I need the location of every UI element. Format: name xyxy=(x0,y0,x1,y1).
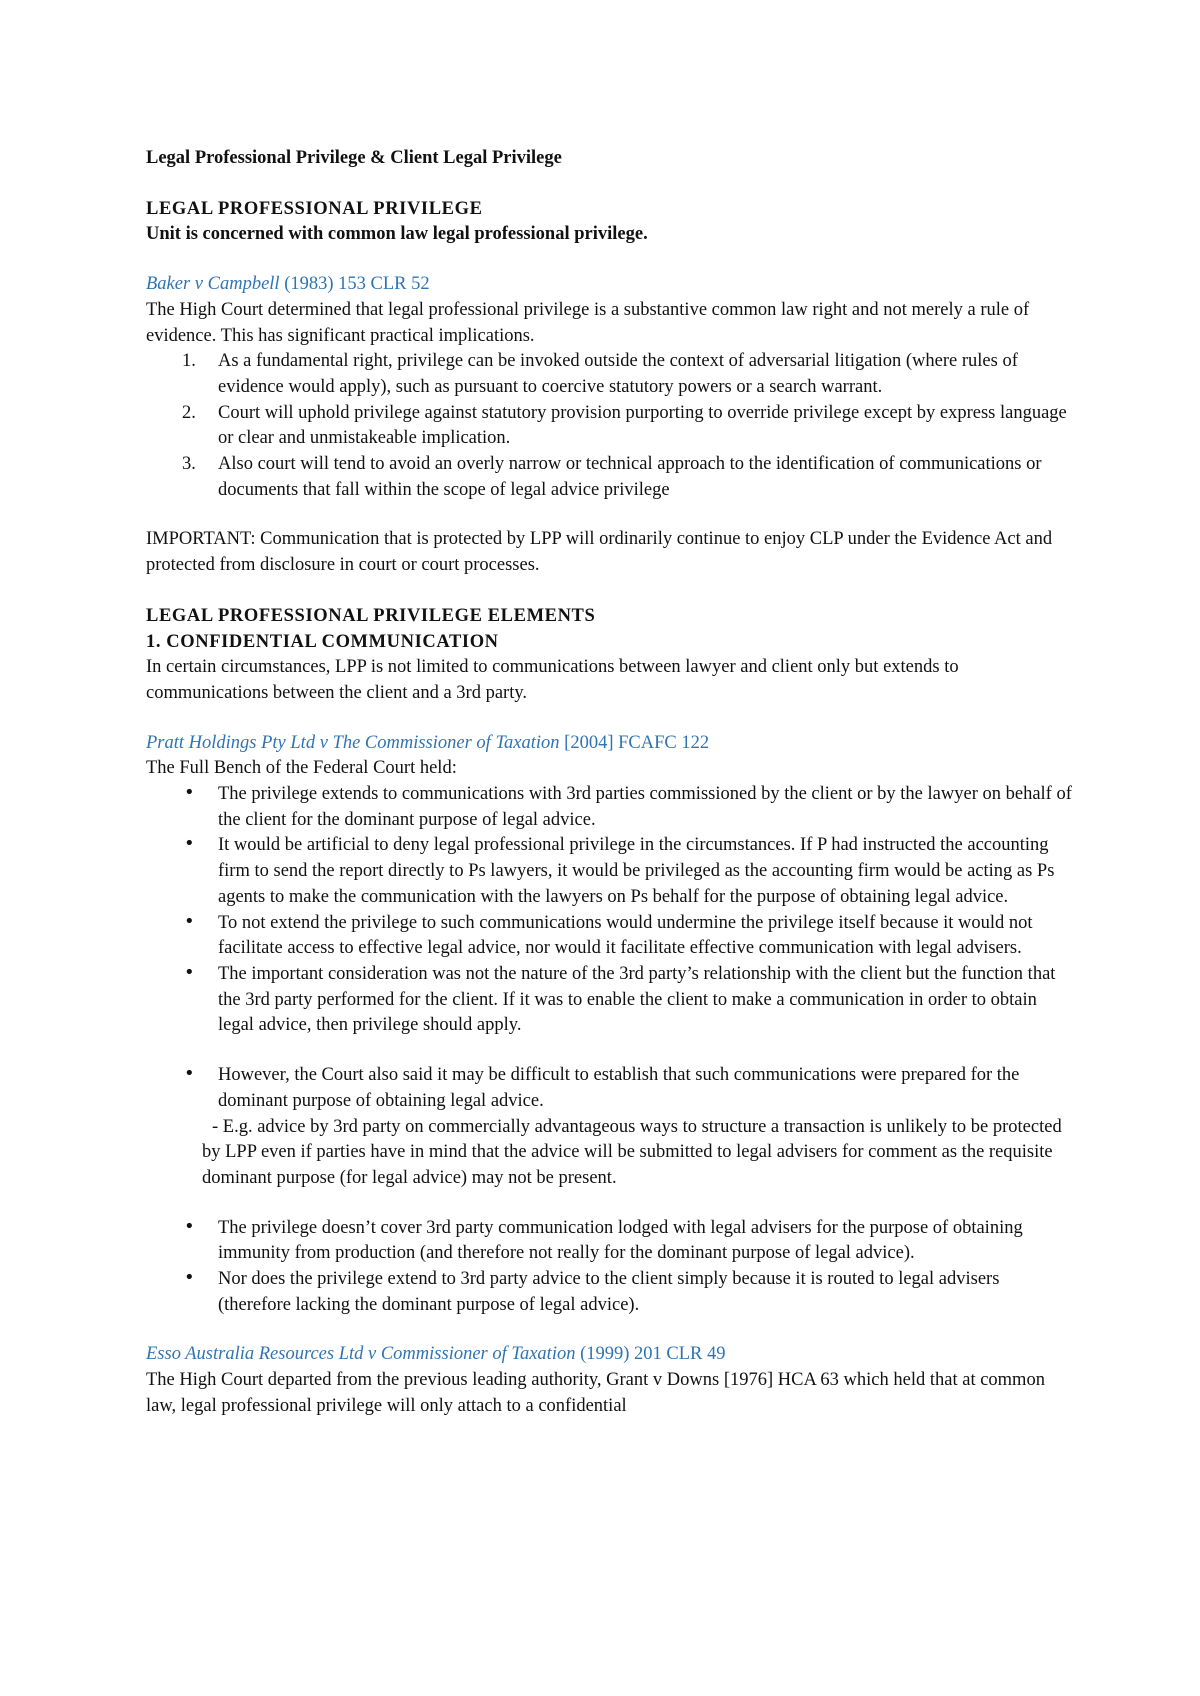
bullet-text: However, the Court also said it may be difficult to establish that such communications were prepared for the dominant purpose of obtaining legal advice. xyxy=(218,1065,1020,1111)
numbered-list-baker xyxy=(146,349,1076,503)
bullet-item xyxy=(146,833,1076,910)
bullet-icon: • xyxy=(184,961,195,983)
item-number: 2. xyxy=(182,402,196,423)
bullet-list-pratt xyxy=(146,782,1076,1039)
section-heading-lpp: LEGAL PROFESSIONAL PRIVILEGE xyxy=(146,198,483,219)
important-note: IMPORTANT: Communication that is protected by LPP will ordinarily continue to enjoy CLP under the Evidence Act and protected from disclosure in court or court processes. xyxy=(146,529,1053,576)
document-page xyxy=(146,146,1076,1420)
item-text: Court will uphold privilege against statutory provision purporting to override privilege except by express language or clear and unmistakeable implication. xyxy=(218,402,1067,449)
bullet-icon: • xyxy=(184,833,195,855)
item-text: Also court will tend to avoid an overly narrow or technical approach to the identification of communications or documents that fall within the scope of legal advice privilege xyxy=(218,454,1042,500)
document-title: Legal Professional Privilege & Client Legal Privilege xyxy=(146,148,562,168)
bullet-list-pratt-limits xyxy=(146,1216,1076,1319)
case-lead-pratt: The Full Bench of the Federal Court held: xyxy=(146,758,457,779)
bullet-text: The important consideration was not the nature of the 3rd party’s relationship with the client but the function that the 3rd party performed for the client. If it was to enable the client to make a communication in order to obtain legal advice, then privilege should apply. xyxy=(218,963,1056,1036)
bullet-text: The privilege extends to communications with 3rd parties commissioned by the client or by the lawyer on behalf of the client for the dominant purpose of legal advice. xyxy=(218,784,1072,830)
bullet-item xyxy=(146,782,1076,833)
numbered-item xyxy=(146,349,1076,400)
case-reference: (1983) 153 CLR 52 xyxy=(279,274,430,295)
case-name: Baker v Campbell xyxy=(146,274,280,295)
case-citation-esso xyxy=(146,1342,1076,1368)
case-reference: (1999) 201 CLR 49 xyxy=(575,1344,726,1365)
bullet-icon: • xyxy=(184,1215,195,1237)
item-number: 1. xyxy=(182,351,196,372)
bullet-icon: • xyxy=(184,910,195,932)
bullet-icon: • xyxy=(184,1267,195,1289)
bullet-item xyxy=(146,911,1076,962)
example-note xyxy=(146,1115,1076,1192)
bullet-icon: • xyxy=(184,1063,195,1085)
case-summary-esso: The High Court departed from the previous leading authority, Grant v Downs [1976] HCA 63 which held that at common law, legal professional privilege will only attach to a confidential xyxy=(146,1370,1045,1416)
section-heading-elements: LEGAL PROFESSIONAL PRIVILEGE ELEMENTS xyxy=(146,605,596,626)
case-name: Esso Australia Resources Ltd v Commissioner of Taxation xyxy=(146,1344,576,1365)
section-subheading-confidential: 1. CONFIDENTIAL COMMUNICATION xyxy=(146,631,499,652)
bullet-item xyxy=(146,962,1076,1039)
case-summary-baker: The High Court determined that legal professional privilege is a substantive common law right and not merely a rule of evidence. This has significant practical implications. xyxy=(146,299,1030,346)
case-reference: [2004] FCAFC 122 xyxy=(559,732,710,753)
bullet-text: It would be artificial to deny legal professional privilege in the circumstances. If P had instructed the accounting firm to send the report directly to Ps lawyers, it would be privileged as the accounting firm would be acting as Ps agents to make the communication with the lawyers on Ps behalf for the purpose of obtaining legal advice. xyxy=(218,835,1055,907)
bullet-item xyxy=(146,1267,1076,1318)
item-number: 3. xyxy=(182,454,196,475)
item-text: As a fundamental right, privilege can be invoked outside the context of adversarial litigation (where rules of evidence would apply), such as pursuant to coercive statutory powers or a search warrant. xyxy=(218,351,1018,397)
numbered-item xyxy=(146,401,1076,452)
numbered-item xyxy=(146,452,1076,503)
case-citation-pratt xyxy=(146,731,1076,757)
example-text: - E.g. advice by 3rd party on commercially advantageous ways to structure a transaction is unlikely to be protected by LPP even if parties have in mind that the advice will be submitted to legal advisers for comment as the requisite dominant purpose (for legal advice) may not be present. xyxy=(202,1116,1062,1188)
case-name: Pratt Holdings Pty Ltd v The Commissioner of Taxation xyxy=(146,732,560,753)
section-subheading-lpp: Unit is concerned with common law legal professional privilege. xyxy=(146,224,648,245)
case-citation-baker xyxy=(146,272,1076,298)
bullet-item xyxy=(146,1063,1076,1114)
bullet-text: The privilege doesn’t cover 3rd party communication lodged with legal advisers for the purpose of obtaining immunity from production (and therefore not really for the dominant purpose of legal advice). xyxy=(218,1217,1023,1264)
bullet-icon: • xyxy=(184,782,195,804)
section-intro-confidential: In certain circumstances, LPP is not limited to communications between lawyer and client only but extends to communications between the client and a 3rd party. xyxy=(146,657,959,703)
bullet-text: Nor does the privilege extend to 3rd party advice to the client simply because it is routed to legal advisers (therefore lacking the dominant purpose of legal advice). xyxy=(218,1269,1000,1315)
bullet-text: To not extend the privilege to such communications would undermine the privilege itself because it would not facilitate access to effective legal advice, nor would it facilitate effective communication with legal advisers. xyxy=(218,912,1033,959)
bullet-item xyxy=(146,1216,1076,1267)
bullet-list-pratt-caveat xyxy=(146,1063,1076,1114)
